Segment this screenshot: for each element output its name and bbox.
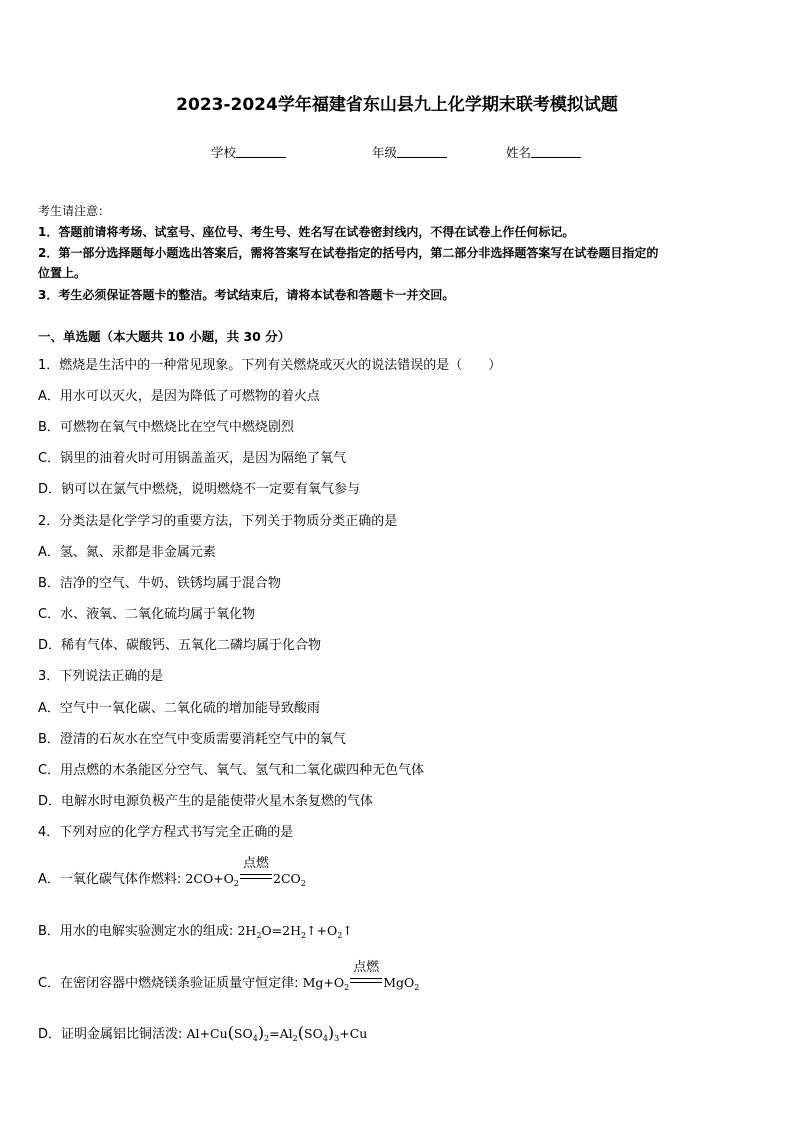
option-b-text: B．用水的电解实验测定水的组成:: [38, 924, 234, 939]
option-c-text: C．在密闭容器中燃烧镁条验证质量守恒定律:: [38, 976, 299, 991]
question-3-option-a[interactable]: A．空气中一氧化碳、二氧化硫的增加能导致酸雨: [38, 701, 320, 716]
question-3-stem: 3．下列说法正确的是: [38, 669, 164, 684]
name-blank[interactable]: [531, 145, 581, 158]
notice-heading: 考生请注意：: [38, 204, 111, 218]
question-3-option-c[interactable]: C．用点燃的木条能区分空气、氧气、氢气和二氧化碳四种无色气体: [38, 763, 425, 778]
notice-item-2-cont: 位置上。: [38, 266, 87, 280]
question-4-option-c[interactable]: [38, 960, 420, 992]
question-4-stem: 4．下列对应的化学方程式书写完全正确的是: [38, 825, 294, 840]
condition-label: 点燃: [353, 960, 380, 975]
notice-item-3: 3．考生必须保证答题卡的整洁。考试结束后，请将本试卷和答题卡一并交回。: [38, 288, 455, 302]
question-3-option-b[interactable]: B．澄清的石灰水在空气中变质需要消耗空气中的氧气: [38, 732, 346, 747]
question-4-option-d[interactable]: [38, 1023, 367, 1042]
notice-item-1: 1．答题前请将考场、试室号、座位号、考生号、姓名写在试卷密封线内，不得在试卷上作任何标记。: [38, 225, 575, 239]
name-field[interactable]: [506, 143, 581, 161]
option-a-text: A．一氧化碳气体作燃料:: [38, 872, 182, 887]
reaction-condition-c: [350, 960, 382, 990]
question-1-option-d[interactable]: D．钠可以在氯气中燃烧，说明燃烧不一定要有氧气参与: [38, 482, 361, 497]
question-2-option-d[interactable]: D．稀有气体、碳酸钙、五氧化二磷均属于化合物: [38, 638, 322, 653]
equation-d: $Al+Cu(SO_4)_2=Al_2(SO_4)_3+Cu$: [186, 1023, 368, 1043]
option-d-text: D．证明金属铝比铜活泼:: [38, 1027, 183, 1042]
grade-field[interactable]: [372, 143, 447, 161]
question-4-option-b[interactable]: [38, 920, 353, 939]
name-label: 姓名: [506, 145, 532, 160]
question-1-option-a[interactable]: A．用水可以灭火，是因为降低了可燃物的着火点: [38, 389, 320, 404]
grade-label: 年级: [372, 145, 398, 160]
question-1-stem: 1．燃烧是生活中的一种常见现象。下列有关燃烧或灭火的说法错误的是（ ）: [38, 358, 502, 373]
school-blank[interactable]: [236, 145, 286, 158]
question-1-option-b[interactable]: B．可燃物在氧气中燃烧比在空气中燃烧剧烈: [38, 420, 294, 435]
question-1-option-c[interactable]: C．锅里的油着火时可用锅盖盖灭，是因为隔绝了氧气: [38, 451, 347, 466]
school-label: 学校: [211, 145, 237, 160]
section-title: 一、单选题（本大题共 10 小题，共 30 分）: [38, 329, 291, 344]
question-2-option-c[interactable]: C．水、液氧、二氧化硫均属于氧化物: [38, 607, 256, 622]
equation-a: $2CO+O_2$ 点燃 $2CO_2$: [185, 871, 305, 886]
grade-blank[interactable]: [397, 145, 447, 158]
equation-c: $Mg+O_2$ 点燃 MgO$_2$: [303, 975, 420, 990]
school-field[interactable]: [211, 143, 286, 161]
question-4-option-a[interactable]: [38, 856, 306, 888]
notice-item-2: 2．第一部分选择题每小题选出答案后，需将答案写在试卷指定的括号内，第二部分非选择题答案写在试卷题目指定的: [38, 246, 659, 260]
question-2-option-b[interactable]: B．洁净的空气、牛奶、铁锈均属于混合物: [38, 576, 281, 591]
question-2-stem: 2．分类法是化学学习的重要方法，下列关于物质分类正确的是: [38, 514, 398, 529]
reaction-condition-a: [240, 856, 272, 886]
equation-b: $2H_2O=2H_2↑+O_2↑$: [237, 923, 353, 940]
page-title: 2023-2024学年福建省东山县九上化学期末联考模拟试题: [176, 95, 618, 115]
question-2-option-a[interactable]: A．氢、氮、汞都是非金属元素: [38, 545, 216, 560]
question-3-option-d[interactable]: D．电解水时电源负极产生的是能使带火星木条复燃的气体: [38, 794, 374, 809]
condition-label: 点燃: [243, 856, 270, 871]
